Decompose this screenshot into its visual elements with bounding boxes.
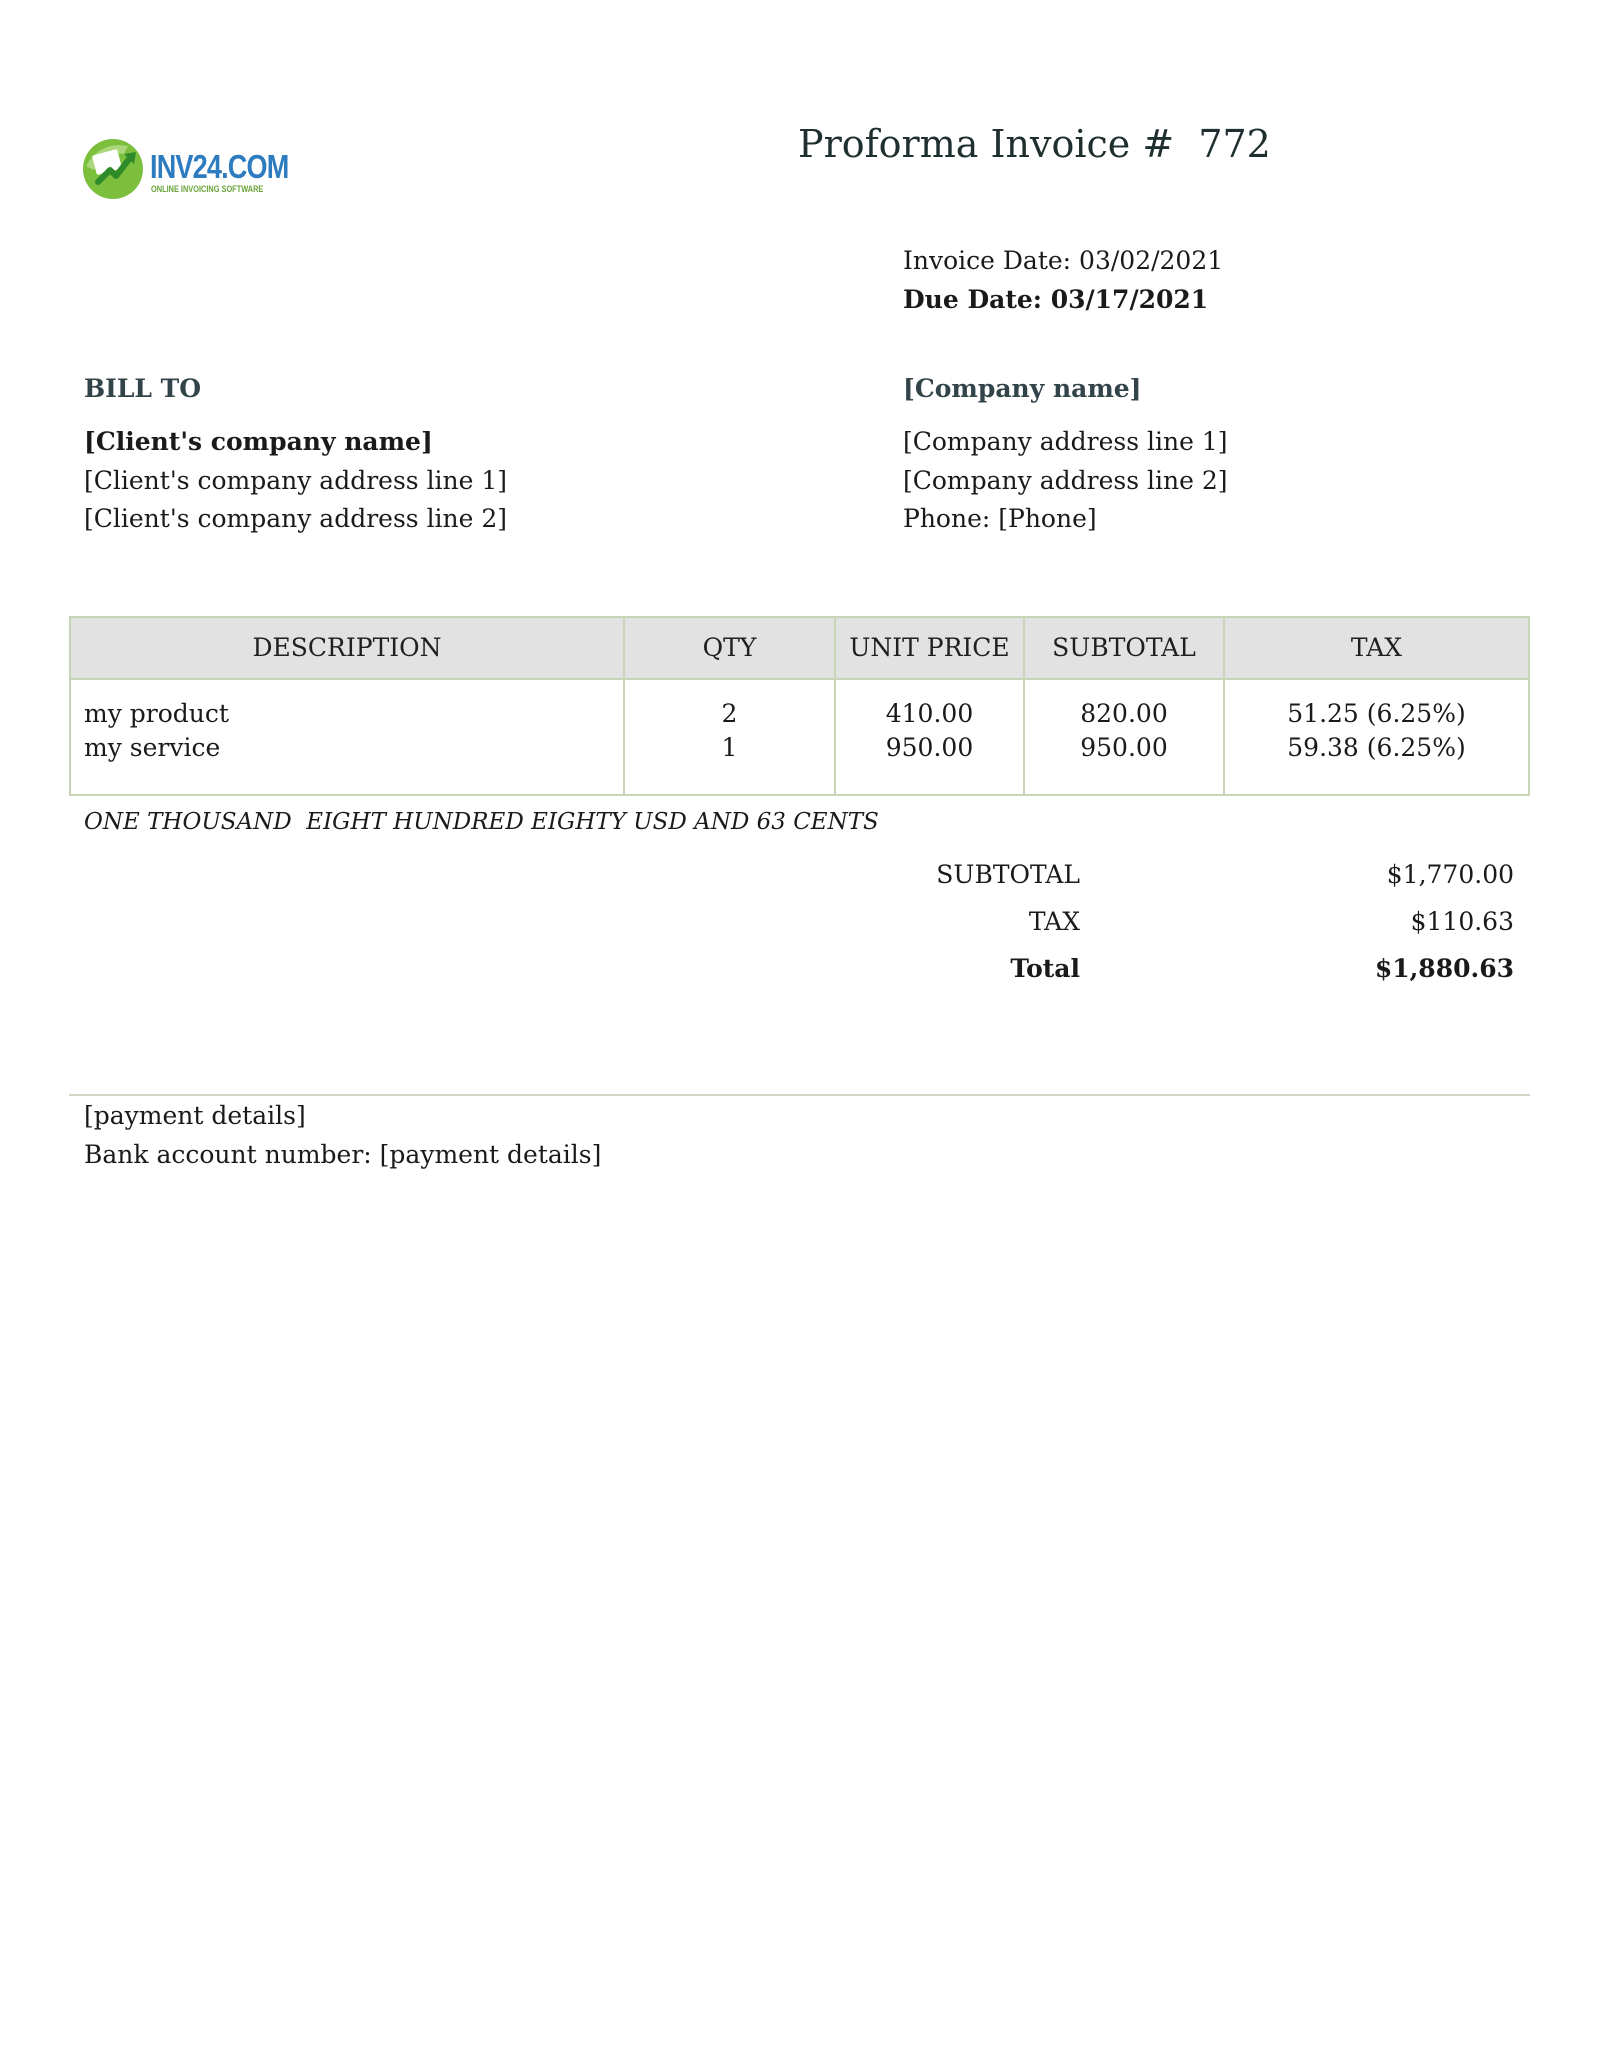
row-2-unit-price: 950.00 — [885, 733, 974, 762]
header-unit-price: UNIT PRICE — [849, 633, 1010, 662]
payment-details: [payment details] — [84, 1101, 306, 1130]
subtotal-value: $1,770.00 — [1386, 860, 1514, 889]
header-subtotal: SUBTOTAL — [1052, 633, 1196, 662]
seller-address-block — [903, 423, 1227, 539]
row-1-unit-price: 410.00 — [885, 699, 974, 728]
header-description: DESCRIPTION — [252, 633, 442, 662]
row-1-qty: 2 — [721, 699, 738, 728]
invoice-date: Invoice Date: 03/02/2021 — [903, 246, 1224, 275]
bill-to-heading: BILL TO — [84, 374, 202, 403]
row-2-description: my service — [84, 733, 221, 762]
row-1-tax: 51.25 (6.25%) — [1287, 699, 1466, 728]
client-company-name: [Client's company name] — [84, 427, 433, 456]
bank-account-number: Bank account number: [payment details] — [84, 1140, 602, 1169]
payment-details-block — [84, 1096, 601, 1174]
items-table — [69, 616, 1530, 796]
logo-tagline: ONLINE INVOICING SOFTWARE — [151, 184, 264, 194]
client-address-line-2: [Client's company address line 2] — [84, 504, 508, 533]
tax-value: $110.63 — [1410, 907, 1514, 936]
seller-phone: Phone: [Phone] — [903, 504, 1097, 533]
row-2-tax: 59.38 (6.25%) — [1287, 733, 1466, 762]
seller-address-line-2: [Company address line 2] — [903, 465, 1228, 495]
client-address-line-1: [Client's company address line 1] — [84, 465, 508, 495]
row-1-subtotal: 820.00 — [1080, 699, 1168, 728]
logo-chart-icon — [80, 136, 146, 202]
total-label: Total — [1010, 954, 1080, 983]
subtotal-label: SUBTOTAL — [936, 860, 1080, 889]
amount-in-words: ONE THOUSAND EIGHT HUNDRED EIGHTY USD AND 63 CENTS — [84, 809, 879, 835]
row-2-subtotal: 950.00 — [1080, 733, 1168, 762]
header-tax: TAX — [1350, 633, 1403, 662]
seller-address-line-1: [Company address line 1] — [903, 427, 1228, 456]
invoice-title: Proforma Invoice # 772 — [798, 122, 1271, 166]
seller-company-name: [Company name] — [903, 374, 1142, 403]
due-date: Due Date: 03/17/2021 — [903, 285, 1209, 314]
company-logo — [80, 136, 320, 206]
client-address-block — [84, 423, 507, 539]
tax-label: TAX — [1028, 907, 1080, 936]
row-1-description: my product — [84, 699, 229, 728]
header-qty: QTY — [702, 633, 757, 662]
logo-wordmark: INV24.COM — [150, 148, 289, 185]
total-value: $1,880.63 — [1374, 954, 1514, 983]
row-2-qty: 1 — [721, 733, 738, 762]
